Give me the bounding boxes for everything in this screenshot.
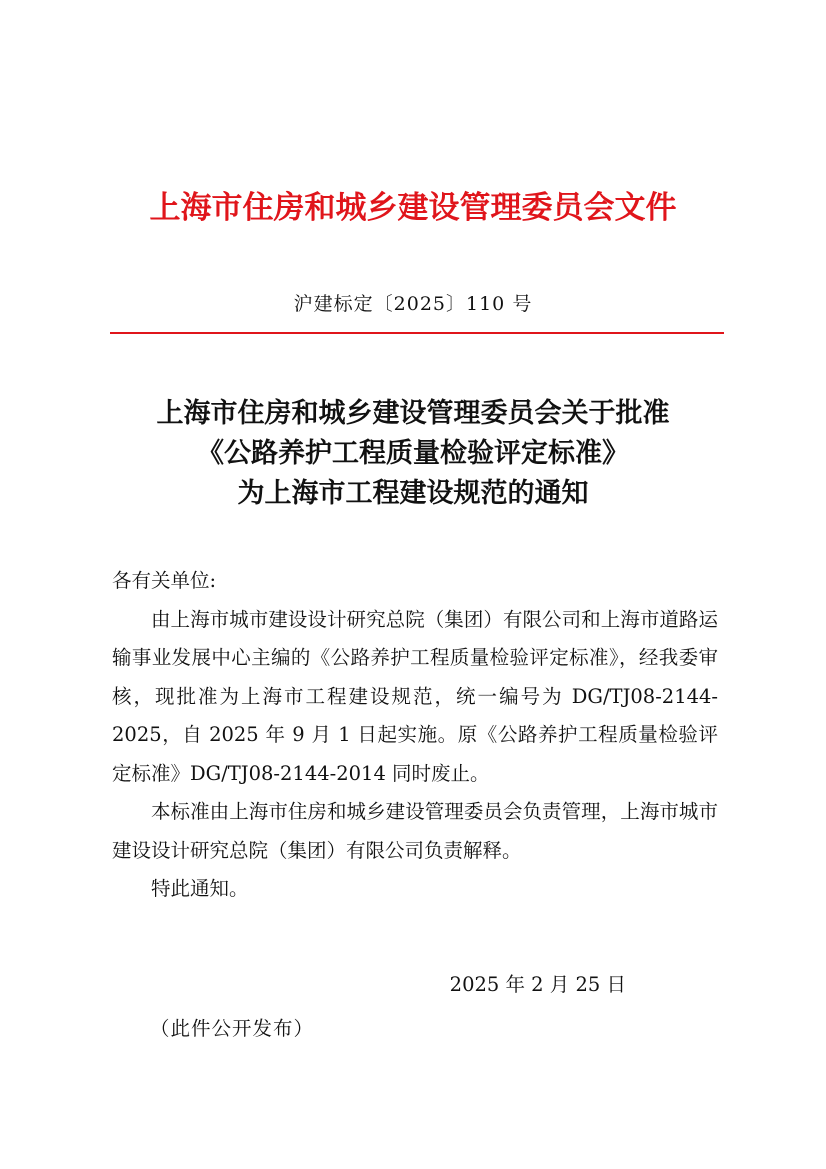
document-number: 沪建标定〔2025〕110 号 bbox=[293, 293, 533, 315]
public-release-note: （此件公开发布） bbox=[150, 1017, 315, 1040]
red-divider bbox=[110, 332, 724, 334]
body-paragraph-2: 本标准由上海市住房和城乡建设管理委员会负责管理，上海市城市建设设计研究总院（集团）有限公司负责解释。 bbox=[112, 800, 718, 862]
title-line-3: 为上海市工程建设规范的通知 bbox=[237, 478, 589, 509]
document-title bbox=[0, 394, 826, 514]
body-paragraph-3: 特此通知。 bbox=[151, 877, 249, 900]
title-line-2: 《公路养护工程质量检验评定标准》 bbox=[197, 438, 629, 469]
body-paragraph-1: 由上海市城市建设设计研究总院（集团）有限公司和上海市道路运输事业发展中心主编的《公路养护工程质量检验评定标准》，经我委审核，现批准为上海市工程建设规范，统一编号为 DG/TJ08-2144-2025，自 2025 年 9 月 1 日起实施。原《公路养护工程质量检验评定标准》DG/TJ08-2144-2014 同时废止。 bbox=[112, 607, 718, 785]
document-body bbox=[112, 562, 718, 909]
salutation: 各有关单位: bbox=[112, 569, 217, 592]
issuer-header: 上海市住房和城乡建设管理委员会文件 bbox=[149, 190, 677, 226]
issue-date: 2025 年 2 月 25 日 bbox=[449, 973, 626, 996]
title-line-1: 上海市住房和城乡建设管理委员会关于批准 bbox=[156, 398, 670, 429]
